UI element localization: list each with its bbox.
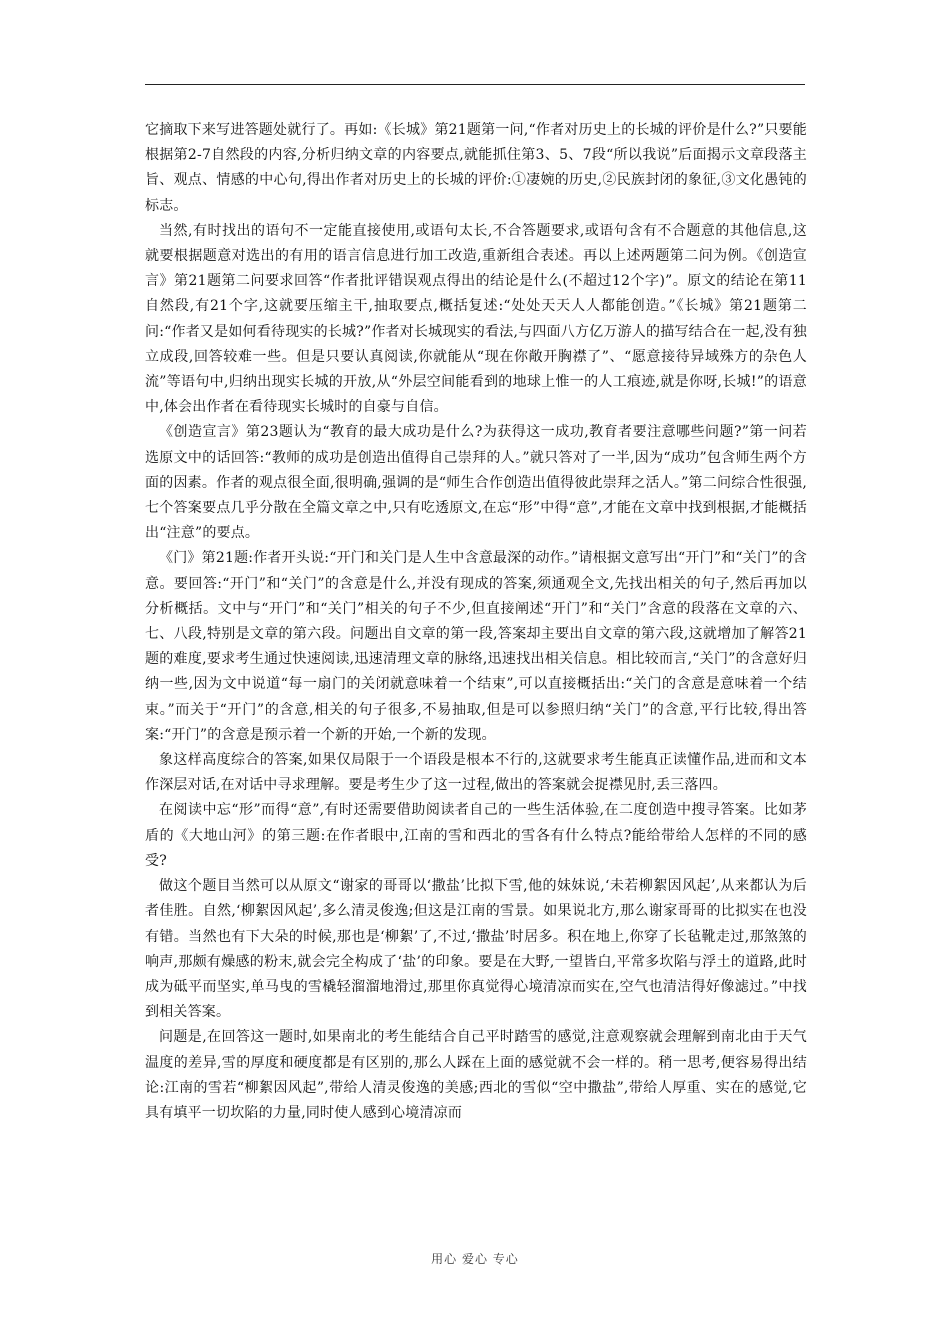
- paragraph: 当然,有时找出的语句不一定能直接使用,或语句太长,不合答题要求,或语句含有不合题意的其他信息,这就要根据题意对选出的有用的语言信息进行加工改造,重新组合表述。再以上述两题第二问为例。《创造宣言》第21题第二问要求回答“作者批评错误观点得出的结论是什么(不超过12个字)”。原文的结论在第11自然段,有21个字,这就要压缩主干,抽取要点,概括复述:“处处天天人人都能创造。”《长城》第21题第二问:“作者又是如何看待现实的长城?”作者对长城现实的看法,与四面八方亿万游人的描写结合在一起,没有独立成段,回答较难一些。但是只要认真阅读,你就能从“现在你敞开胸襟了”、“愿意接待异域殊方的杂色人流”等语句中,归纳出现实长城的开放,从“外层空间能看到的地球上惟一的人工痕迹,就是你呀,长城!”的语意中,体会出作者在看待现实长城时的自豪与自信。: [145, 222, 807, 416]
- paragraph: 在阅读中忘“形”而得“意”,有时还需要借助阅读者自己的一些生活体验,在二度创造中搜寻答案。比如茅盾的《大地山河》的第三题:在作者眼中,江南的雪和西北的雪各有什么特点?能给带给人怎样的不同的感受?: [145, 802, 807, 869]
- header-rule: [145, 84, 805, 85]
- paragraph: 它摘取下来写进答题处就行了。再如:《长城》第21题第一问,“作者对历史上的长城的评价是什么?”只要能根据第2-7自然段的内容,分析归纳文章的内容要点,就能抓住第3、5、7段“所以我说”后面揭示文章段落主旨、观点、情感的中心句,得出作者对历史上的长城的评价:①凄婉的历史,②民族封闭的象征,③文化愚钝的标志。: [145, 122, 807, 214]
- paragraph: 问题是,在回答这一题时,如果南北的考生能结合自己平时踏雪的感觉,注意观察就会理解到南北由于天气温度的差异,雪的厚度和硬度都是有区别的,那么人踩在上面的感觉就不会一样的。稍一思考,便容易得出结论:江南的雪若“柳絮因风起”,带给人清灵俊逸的美感;西北的雪似“空中撒盐”,带给人厚重、实在的感觉,它具有填平一切坎陷的力量,同时使人感到心境清凉而: [145, 1029, 807, 1121]
- paragraph: 《创造宣言》第23题认为“教育的最大成功是什么?为获得这一成功,教育者要注意哪些问题?”第一问若选原文中的话回答:“教师的成功是创造出值得自己崇拜的人。”就只答对了一半,因为“成功”包含师生两个方面的因素。作者的观点很全面,很明确,强调的是“师生合作创造出值得彼此崇拜之活人。”第二问综合性很强,七个答案要点几乎分散在全篇文章之中,只有吃透原文,在忘“形”中得“意”,才能在文章中找到根据,才能概括出“注意”的要点。: [145, 424, 807, 542]
- paragraph: 《门》第21题:作者开头说:“开门和关门是人生中含意最深的动作。”请根据文意写出“开门”和“关门”的含意。要回答:“开门”和“关门”的含意是什么,并没有现成的答案,须通观全文,先找出相关的句子,然后再加以分析概括。文中与“开门”和“关门”相关的句子不少,但直接阐述“开门”和“关门”含意的段落在文章的六、七、八段,特别是文章的第六段。问题出自文章的第一段,答案却主要出自文章的第六段,这就增加了解答21题的难度,要求考生通过快速阅读,迅速清理文章的脉络,迅速找出相关信息。相比较而言,“关门”的含意好归纳一些,因为文中说道“每一扇门的关闭就意味着一个结束”,可以直接概括出:“关门的含意是意味着一个结束。”而关于“开门”的含意,相关的句子很多,不易抽取,但是可以参照归纳“关门”的含意,平行比较,得出答案:“开门”的含意是预示着一个新的开始,一个新的发现。: [145, 550, 807, 743]
- paragraph: 象这样高度综合的答案,如果仅局限于一个语段是根本不行的,这就要求考生能真正读懂作品,进而和文本作深层对话,在对话中寻求理解。要是考生少了这一过程,做出的答案就会捉襟见肘,丢三落四。: [145, 752, 807, 794]
- document-body: [145, 118, 807, 1126]
- paragraph: 做这个题目当然可以从原文“谢家的哥哥以‘撒盐’比拟下雪,他的妹妹说,‘未若柳絮因风起’,从来都认为后者佳胜。自然,‘柳絮因风起’,多么清灵俊逸;但这是江南的雪景。如果说北方,那么谢家哥哥的比拟实在也没有错。当然也有下大朵的时候,那也是‘柳絮’了,不过,‘撒盐’时居多。积在地上,你穿了长毡靴走过,那煞煞的响声,那颇有燥感的粉末,就会完全构成了‘盐’的印象。要是在大野,一望皆白,平常多坎陷与浮土的道路,此时成为砥平而坚实,单马曳的雪橇轻溜溜地滑过,那里你真觉得心境清凉而实在,空气也清洁得好像滤过。”中找到相关答案。: [145, 878, 807, 1021]
- page-footer: 用心 爱心 专心: [431, 1252, 519, 1266]
